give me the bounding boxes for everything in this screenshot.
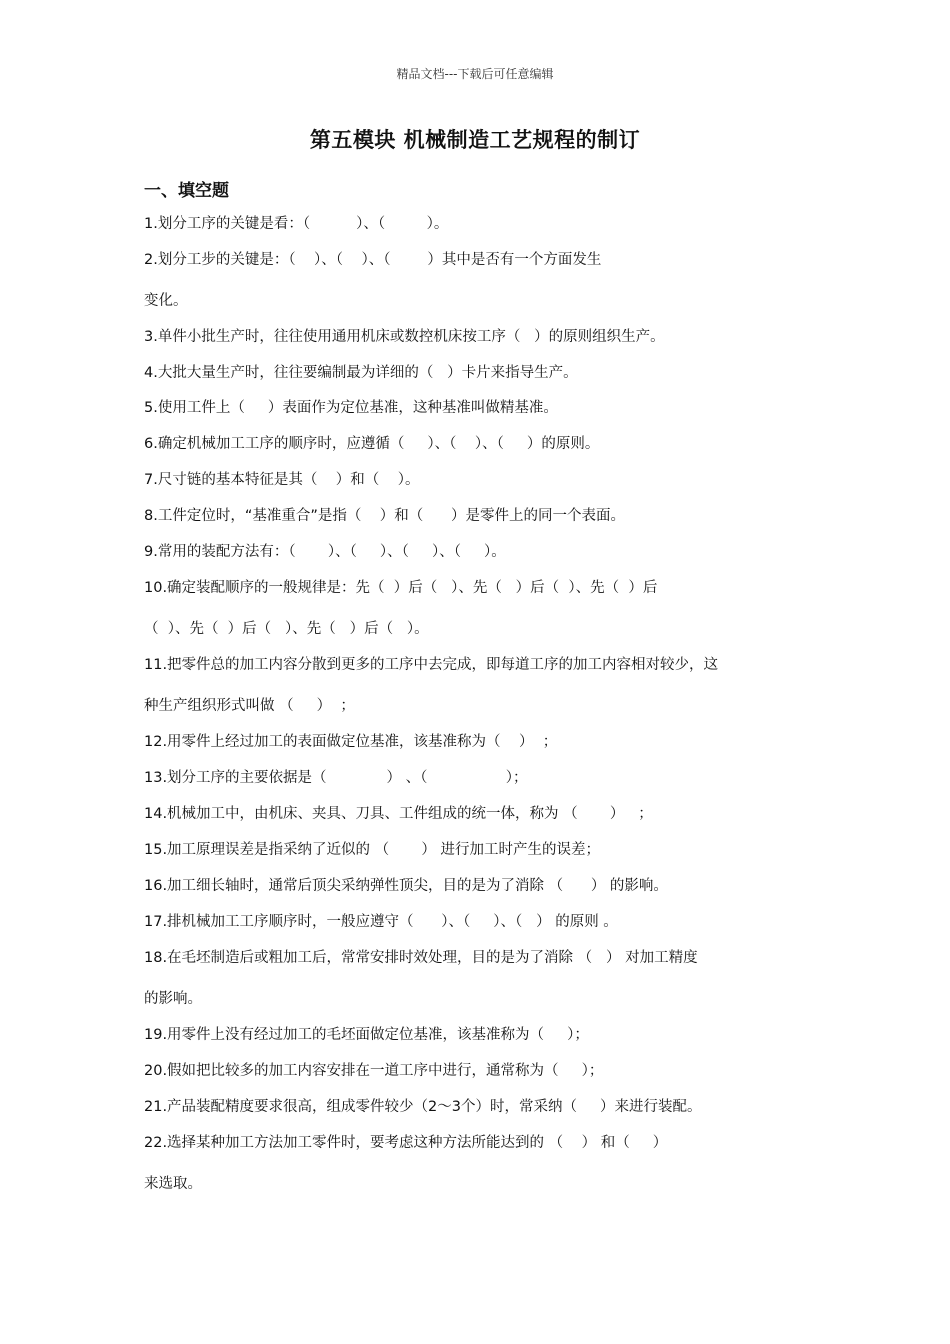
question-line: 17.排机械加工工序顺序时，一般应遵守（ ）、（ ）、（ ） 的原则 。	[144, 914, 618, 930]
question-line: 14.机械加工中，由机床、夹具、刀具、工件组成的统一体，称为 （ ） ；	[144, 806, 653, 822]
question-line: 11.把零件总的加工内容分散到更多的工序中去完成，即每道工序的加工内容相对较少，这	[144, 657, 719, 673]
question-line: 19.用零件上没有经过加工的毛坯面做定位基准，该基准称为（ ）；	[144, 1027, 589, 1043]
question-line: 6.确定机械加工工序的顺序时，应遵循（ ）、（ ）、（ ）的原则。	[144, 436, 600, 452]
question-line: 的影响。	[144, 991, 202, 1007]
question-line: 12.用零件上经过加工的表面做定位基准，该基准称为（ ） ；	[144, 734, 558, 750]
question-line: 8.工件定位时，“基准重合”是指（ ）和（ ）是零件上的同一个表面。	[144, 508, 625, 524]
question-line: 2.划分工步的关键是：（ ）、（ ）、（ ）其中是否有一个方面发生	[144, 252, 602, 268]
question-line: 变化。	[144, 293, 188, 309]
question-line: 15.加工原理误差是指采纳了近似的 （ ） 进行加工时产生的误差；	[144, 842, 601, 858]
question-line: 18.在毛坯制造后或粗加工后，常常安排时效处理，目的是为了消除 （ ） 对加工精度	[144, 950, 698, 966]
question-line: 3.单件小批生产时，往往使用通用机床或数控机床按工序（ ）的原则组织生产。	[144, 329, 665, 345]
question-line: 22.选择某种加工方法加工零件时，要考虑这种方法所能达到的 （ ） 和（ ）	[144, 1135, 668, 1151]
question-line: 4.大批大量生产时，往往要编制最为详细的（ ）卡片来指导生产。	[144, 365, 578, 381]
question-line: （ ）、先（ ）后（ ）、先（ ）后（ ）。	[144, 621, 429, 637]
question-line: 16.加工细长轴时，通常后顶尖采纳弹性顶尖，目的是为了消除 （ ） 的影响。	[144, 878, 668, 894]
question-line: 1.划分工序的关键是看：（ ）、（ ）。	[144, 216, 449, 232]
question-line: 5.使用工件上（ ）表面作为定位基准，这种基准叫做精基准。	[144, 400, 558, 416]
question-line: 来选取。	[144, 1176, 202, 1192]
question-line: 9.常用的装配方法有：（ ）、（ ）、（ ）、（ ）。	[144, 544, 506, 560]
question-line: 10.确定装配顺序的一般规律是：先（ ）后（ ）、先（ ）后（ ）、先（ ）后	[144, 580, 658, 596]
question-line: 种生产组织形式叫做 （ ） ；	[144, 698, 355, 714]
section-heading: 一、填空题	[144, 181, 229, 201]
question-line: 7.尺寸链的基本特征是其（ ）和（ ）。	[144, 472, 420, 488]
question-line: 20.假如把比较多的加工内容安排在一道工序中进行，通常称为（ ）；	[144, 1063, 604, 1079]
page-header: 精品文档---下载后可任意编辑	[396, 67, 554, 81]
page-title: 第五模块 机械制造工艺规程的制订	[309, 128, 641, 152]
question-line: 13.划分工序的主要依据是（ ） 、（ ）；	[144, 770, 528, 786]
question-line: 21.产品装配精度要求很高，组成零件较少（2～3个）时，常采纳（ ）来进行装配。	[144, 1099, 702, 1115]
